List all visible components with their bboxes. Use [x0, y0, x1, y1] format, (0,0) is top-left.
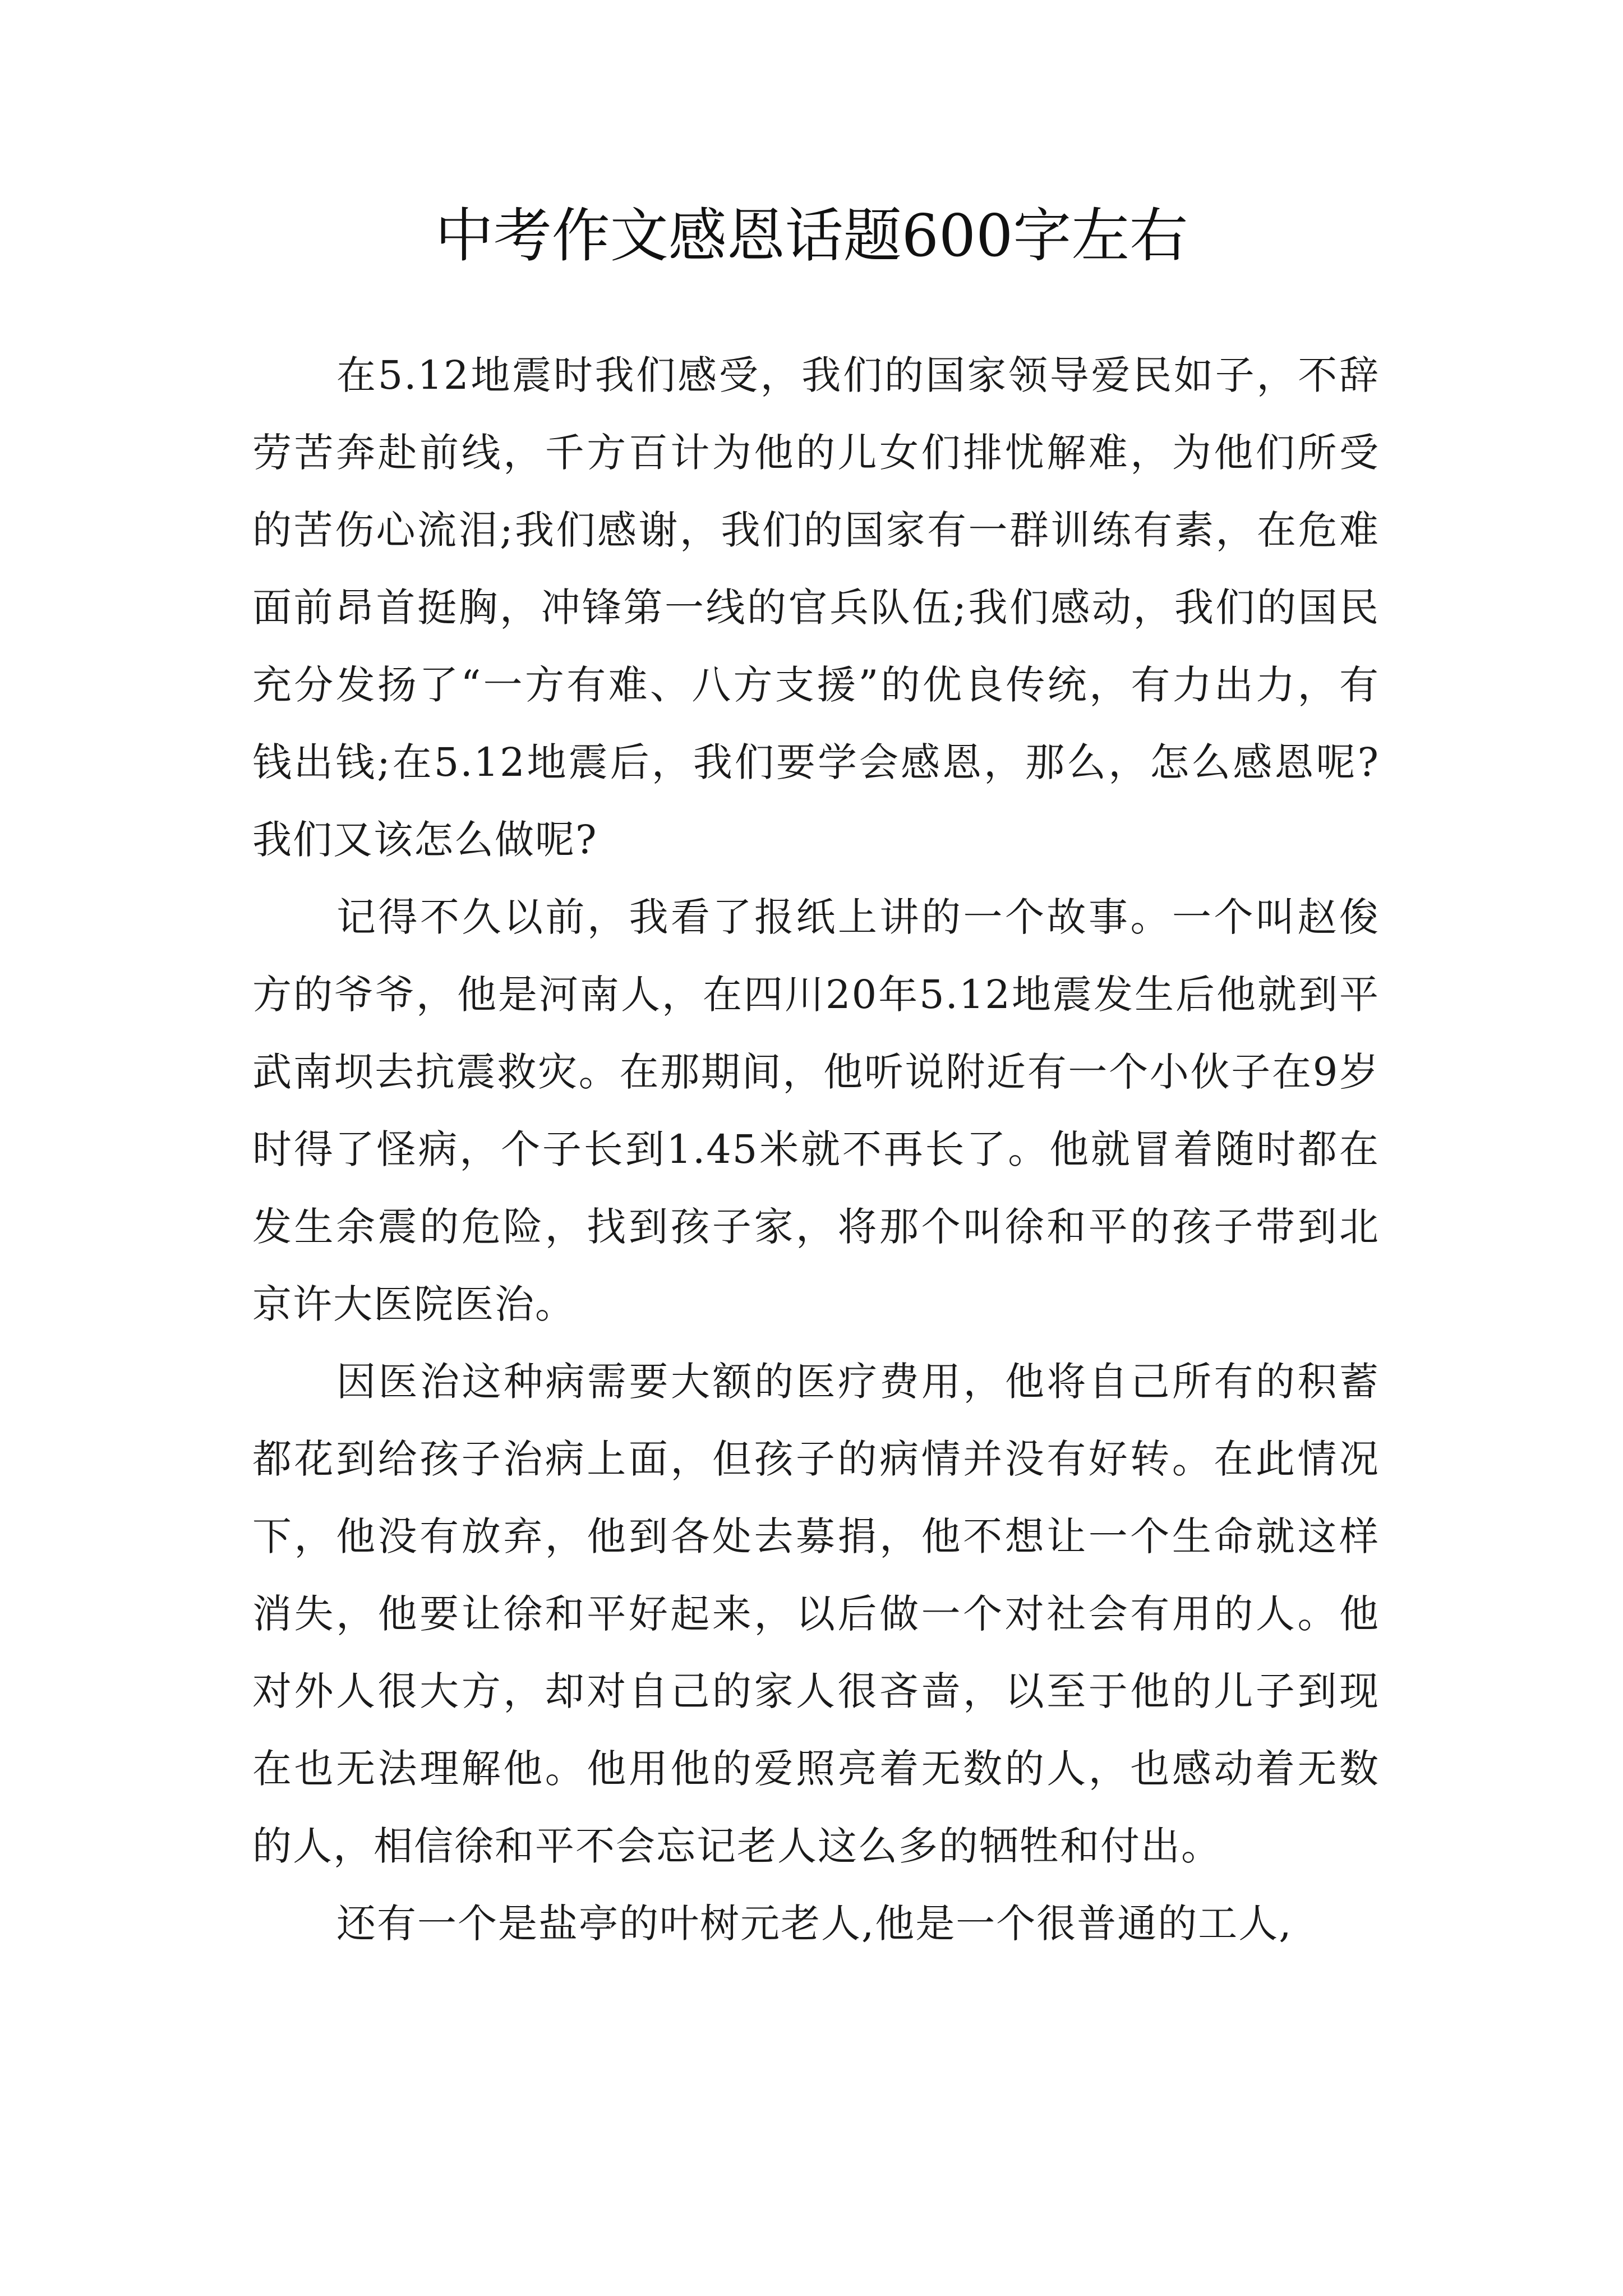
document-body	[252, 337, 1380, 1962]
paragraph-4: 还有一个是盐亭的叶树元老人,他是一个很普通的工人,	[336, 1901, 1293, 1947]
paragraph-1: 在5.12地震时我们感受，我们的国家领导爱民如子，不辞劳苦奔赴前线，千方百计为他的儿女们排忧解难，为他们所受的苦伤心流泪;我们感谢，我们的国家有一群训练有素，在危难面前昂首挺胸，冲锋第一线的官兵队伍;我们感动，我们的国民充分发扬了“一方有难、八方支援”的优良传统，有力出力，有钱出钱;在5.12地震后，我们要学会感恩，那么，怎么感恩呢?我们又该怎么做呢?	[252, 352, 1380, 863]
document-title: 中考作文感恩话题600字左右	[435, 201, 1188, 270]
paragraph-3: 因医治这种病需要大额的医疗费用，他将自己所有的积蓄都花到给孩子治病上面，但孩子的病情并没有好转。在此情况下，他没有放弃，他到各处去募捐，他不想让一个生命就这样消失，他要让徐和平好起来，以后做一个对社会有用的人。他对外人很大方，却对自己的家人很吝啬，以至于他的儿子到现在也无法理解他。他用他的爱照亮着无数的人，也感动着无数的人，相信徐和平不会忘记老人这么多的牺牲和付出。	[252, 1359, 1380, 1869]
paragraph-2: 记得不久以前，我看了报纸上讲的一个故事。一个叫赵俊方的爷爷，他是河南人，在四川20年5.12地震发生后他就到平武南坝去抗震救灾。在那期间，他听说附近有一个小伙子在9岁时得了怪病，个子长到1.45米就不再长了。他就冒着随时都在发生余震的危险，找到孩子家，将那个叫徐和平的孩子带到北京许大医院医治。	[252, 894, 1380, 1327]
